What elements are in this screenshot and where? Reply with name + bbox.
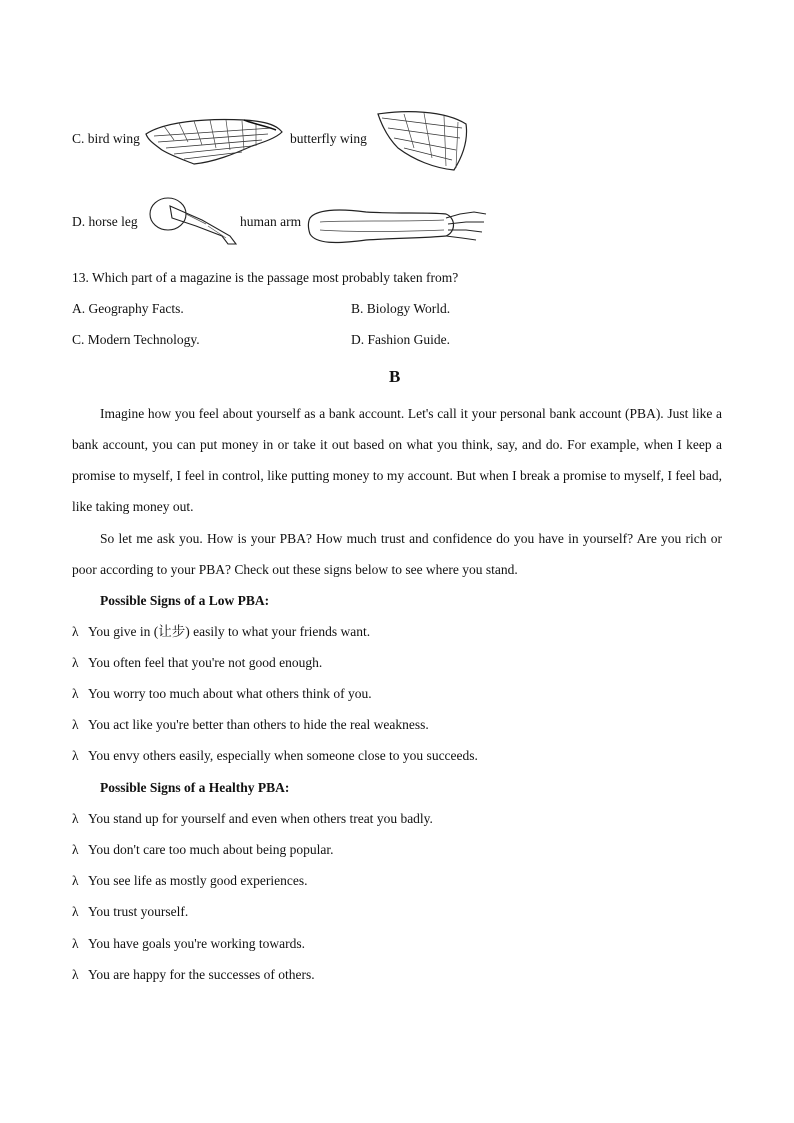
question-13-text: 13. Which part of a magazine is the passage most probably taken from? — [72, 270, 459, 285]
bullet-symbol: λ — [72, 717, 79, 732]
low-sign-item: λ You give in (让步) easily to what your friends want. — [72, 624, 371, 639]
bullet-symbol: λ — [72, 936, 79, 951]
bullet-symbol: λ — [72, 842, 79, 857]
healthy-sign-item: λ You don't care too much about being popular. — [72, 842, 334, 857]
q13-option-d[interactable]: D. Fashion Guide. — [351, 332, 450, 347]
low-sign-item: λ You envy others easily, especially when someone close to you succeeds. — [72, 748, 478, 763]
healthy-sign-item: λ You stand up for yourself and even when others treat you badly. — [72, 811, 433, 826]
option-d-label: D. horse leg — [72, 214, 138, 229]
bullet-symbol: λ — [72, 655, 79, 670]
bird-wing-drawing — [144, 112, 284, 170]
healthy-pba-heading: Possible Signs of a Healthy PBA: — [100, 780, 290, 795]
bullet-symbol: λ — [72, 967, 79, 982]
option-c-label: C. bird wing — [72, 131, 140, 146]
butterfly-wing-drawing — [374, 108, 470, 174]
passage-paragraph-1: Imagine how you feel about yourself as a bank account. Let's call it your personal bank account (PBA). Just like a bank account, you can put money in or take it out based on what you think, say, and do. For example, when I keep a promise to myself, I feel in control, like putting money to my account. But when I break a promise to myself, I feel bad, like taking money out. — [72, 406, 722, 514]
low-pba-heading: Possible Signs of a Low PBA: — [100, 593, 270, 608]
section-b-heading: B — [389, 367, 401, 386]
bullet-symbol: λ — [72, 873, 79, 888]
low-sign-item: λ You act like you're better than others to hide the real weakness. — [72, 717, 429, 732]
q13-option-b[interactable]: B. Biology World. — [351, 301, 451, 316]
low-sign-item: λ You often feel that you're not good enough. — [72, 655, 323, 670]
healthy-sign-item: λ You trust yourself. — [72, 904, 189, 919]
bullet-symbol: λ — [72, 686, 79, 701]
option-c-second-label: butterfly wing — [290, 131, 367, 146]
healthy-sign-item: λ You see life as mostly good experiences. — [72, 873, 308, 888]
healthy-sign-item: λ You have goals you're working towards. — [72, 936, 306, 951]
healthy-sign-item: λ You are happy for the successes of others. — [72, 967, 315, 982]
q13-option-a[interactable]: A. Geography Facts. — [72, 301, 184, 316]
human-arm-drawing — [306, 204, 492, 248]
horse-leg-drawing — [146, 196, 240, 248]
q13-option-c[interactable]: C. Modern Technology. — [72, 332, 200, 347]
passage-paragraph-2: So let me ask you. How is your PBA? How much trust and confidence do you have in yourself? Are you rich or poor according to your PBA? Check out these signs below to see where you stand. — [72, 531, 722, 577]
bullet-symbol: λ — [72, 748, 79, 763]
option-d-second-label: human arm — [240, 214, 302, 229]
low-sign-item: λ You worry too much about what others think of you. — [72, 686, 372, 701]
bullet-symbol: λ — [72, 904, 79, 919]
bullet-symbol: λ — [72, 624, 79, 639]
bullet-symbol: λ — [72, 811, 79, 826]
